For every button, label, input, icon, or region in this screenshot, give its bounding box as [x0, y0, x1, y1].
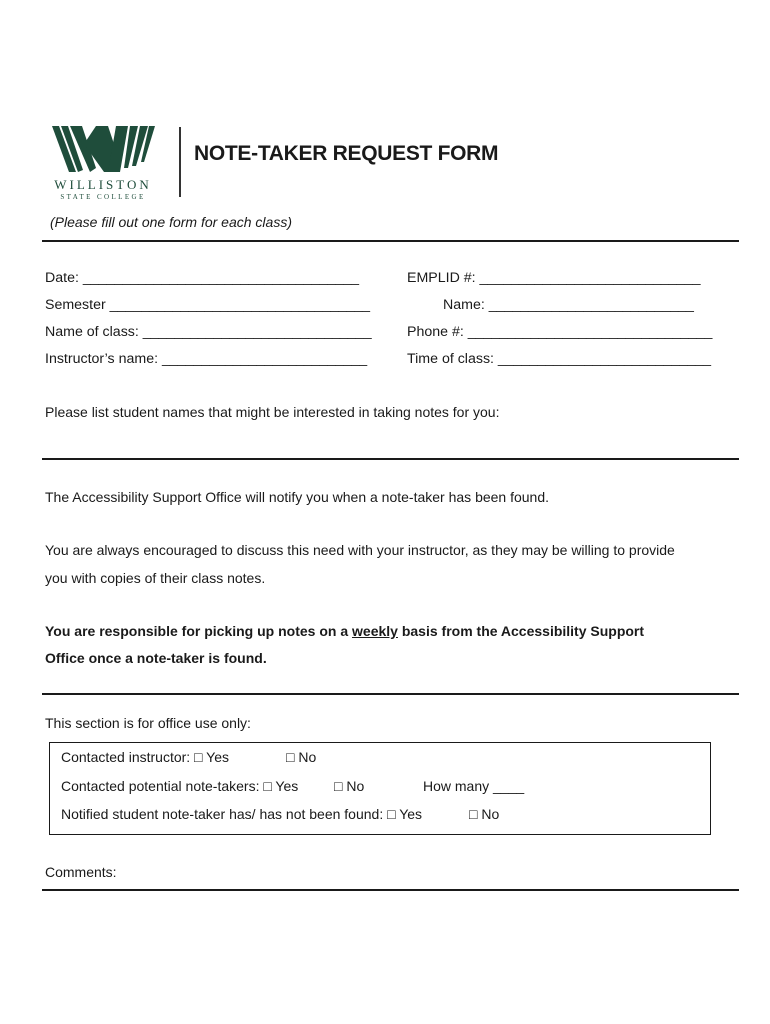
logo-wordmark: WILLISTON	[54, 177, 152, 192]
time-field[interactable]: Time of class: ___________________________	[407, 351, 711, 367]
phone-field[interactable]: Phone #: _______________________________	[407, 324, 713, 340]
office-use-heading: This section is for office use only:	[45, 715, 251, 731]
responsibility-part1: You are responsible for picking up notes on a	[45, 623, 353, 639]
encourage-text-line1: You are always encouraged to discuss this need with your instructor, as they may be willing to provide	[45, 542, 675, 558]
notify-text: The Accessibility Support Office will notify you when a note-taker has been found.	[45, 489, 550, 505]
responsibility-line2: Office once a note-taker is found.	[45, 650, 267, 666]
comments-line[interactable]	[42, 889, 739, 891]
notified-student-yes[interactable]: Notified student note-taker has/ has not been found: □ Yes	[61, 806, 423, 822]
logo-subtitle: STATE COLLEGE	[60, 193, 146, 201]
williston-w-icon	[52, 122, 156, 174]
form-title: NOTE-TAKER REQUEST FORM	[194, 142, 499, 165]
contacted-notetakers-no[interactable]: □ No	[334, 778, 365, 794]
weekly-emphasis: weekly	[352, 623, 398, 639]
form-instruction: (Please fill out one form for each class)	[50, 214, 292, 230]
how-many-field[interactable]: How many ____	[423, 778, 525, 794]
notified-student-no[interactable]: □ No	[469, 806, 500, 822]
contacted-instructor-yes[interactable]: Contacted instructor: □ Yes	[61, 749, 229, 765]
student-list-prompt: Please list student names that might be interested in taking notes for you:	[45, 404, 500, 420]
contacted-instructor-no[interactable]: □ No	[286, 749, 317, 765]
williston-logo	[48, 122, 160, 204]
instructor-field[interactable]: Instructor’s name: __________________________	[45, 351, 368, 367]
responsibility-notice	[45, 623, 644, 639]
date-field[interactable]: Date: ___________________________________	[45, 270, 360, 286]
divider-office	[42, 693, 739, 695]
comments-label: Comments:	[45, 864, 117, 880]
name-field[interactable]: Name: __________________________	[443, 297, 694, 313]
contacted-notetakers-yes[interactable]: Contacted potential note-takers: □ Yes	[61, 778, 299, 794]
divider-top	[42, 240, 739, 242]
encourage-text-line2: you with copies of their class notes.	[45, 570, 266, 586]
emplid-field[interactable]: EMPLID #: ____________________________	[407, 270, 701, 286]
responsibility-part2: basis from the Accessibility Support	[397, 623, 645, 639]
class-name-field[interactable]: Name of class: _____________________________	[45, 324, 372, 340]
header-divider	[179, 127, 181, 197]
semester-field[interactable]: Semester _________________________________	[45, 297, 371, 313]
divider-students[interactable]	[42, 458, 739, 460]
